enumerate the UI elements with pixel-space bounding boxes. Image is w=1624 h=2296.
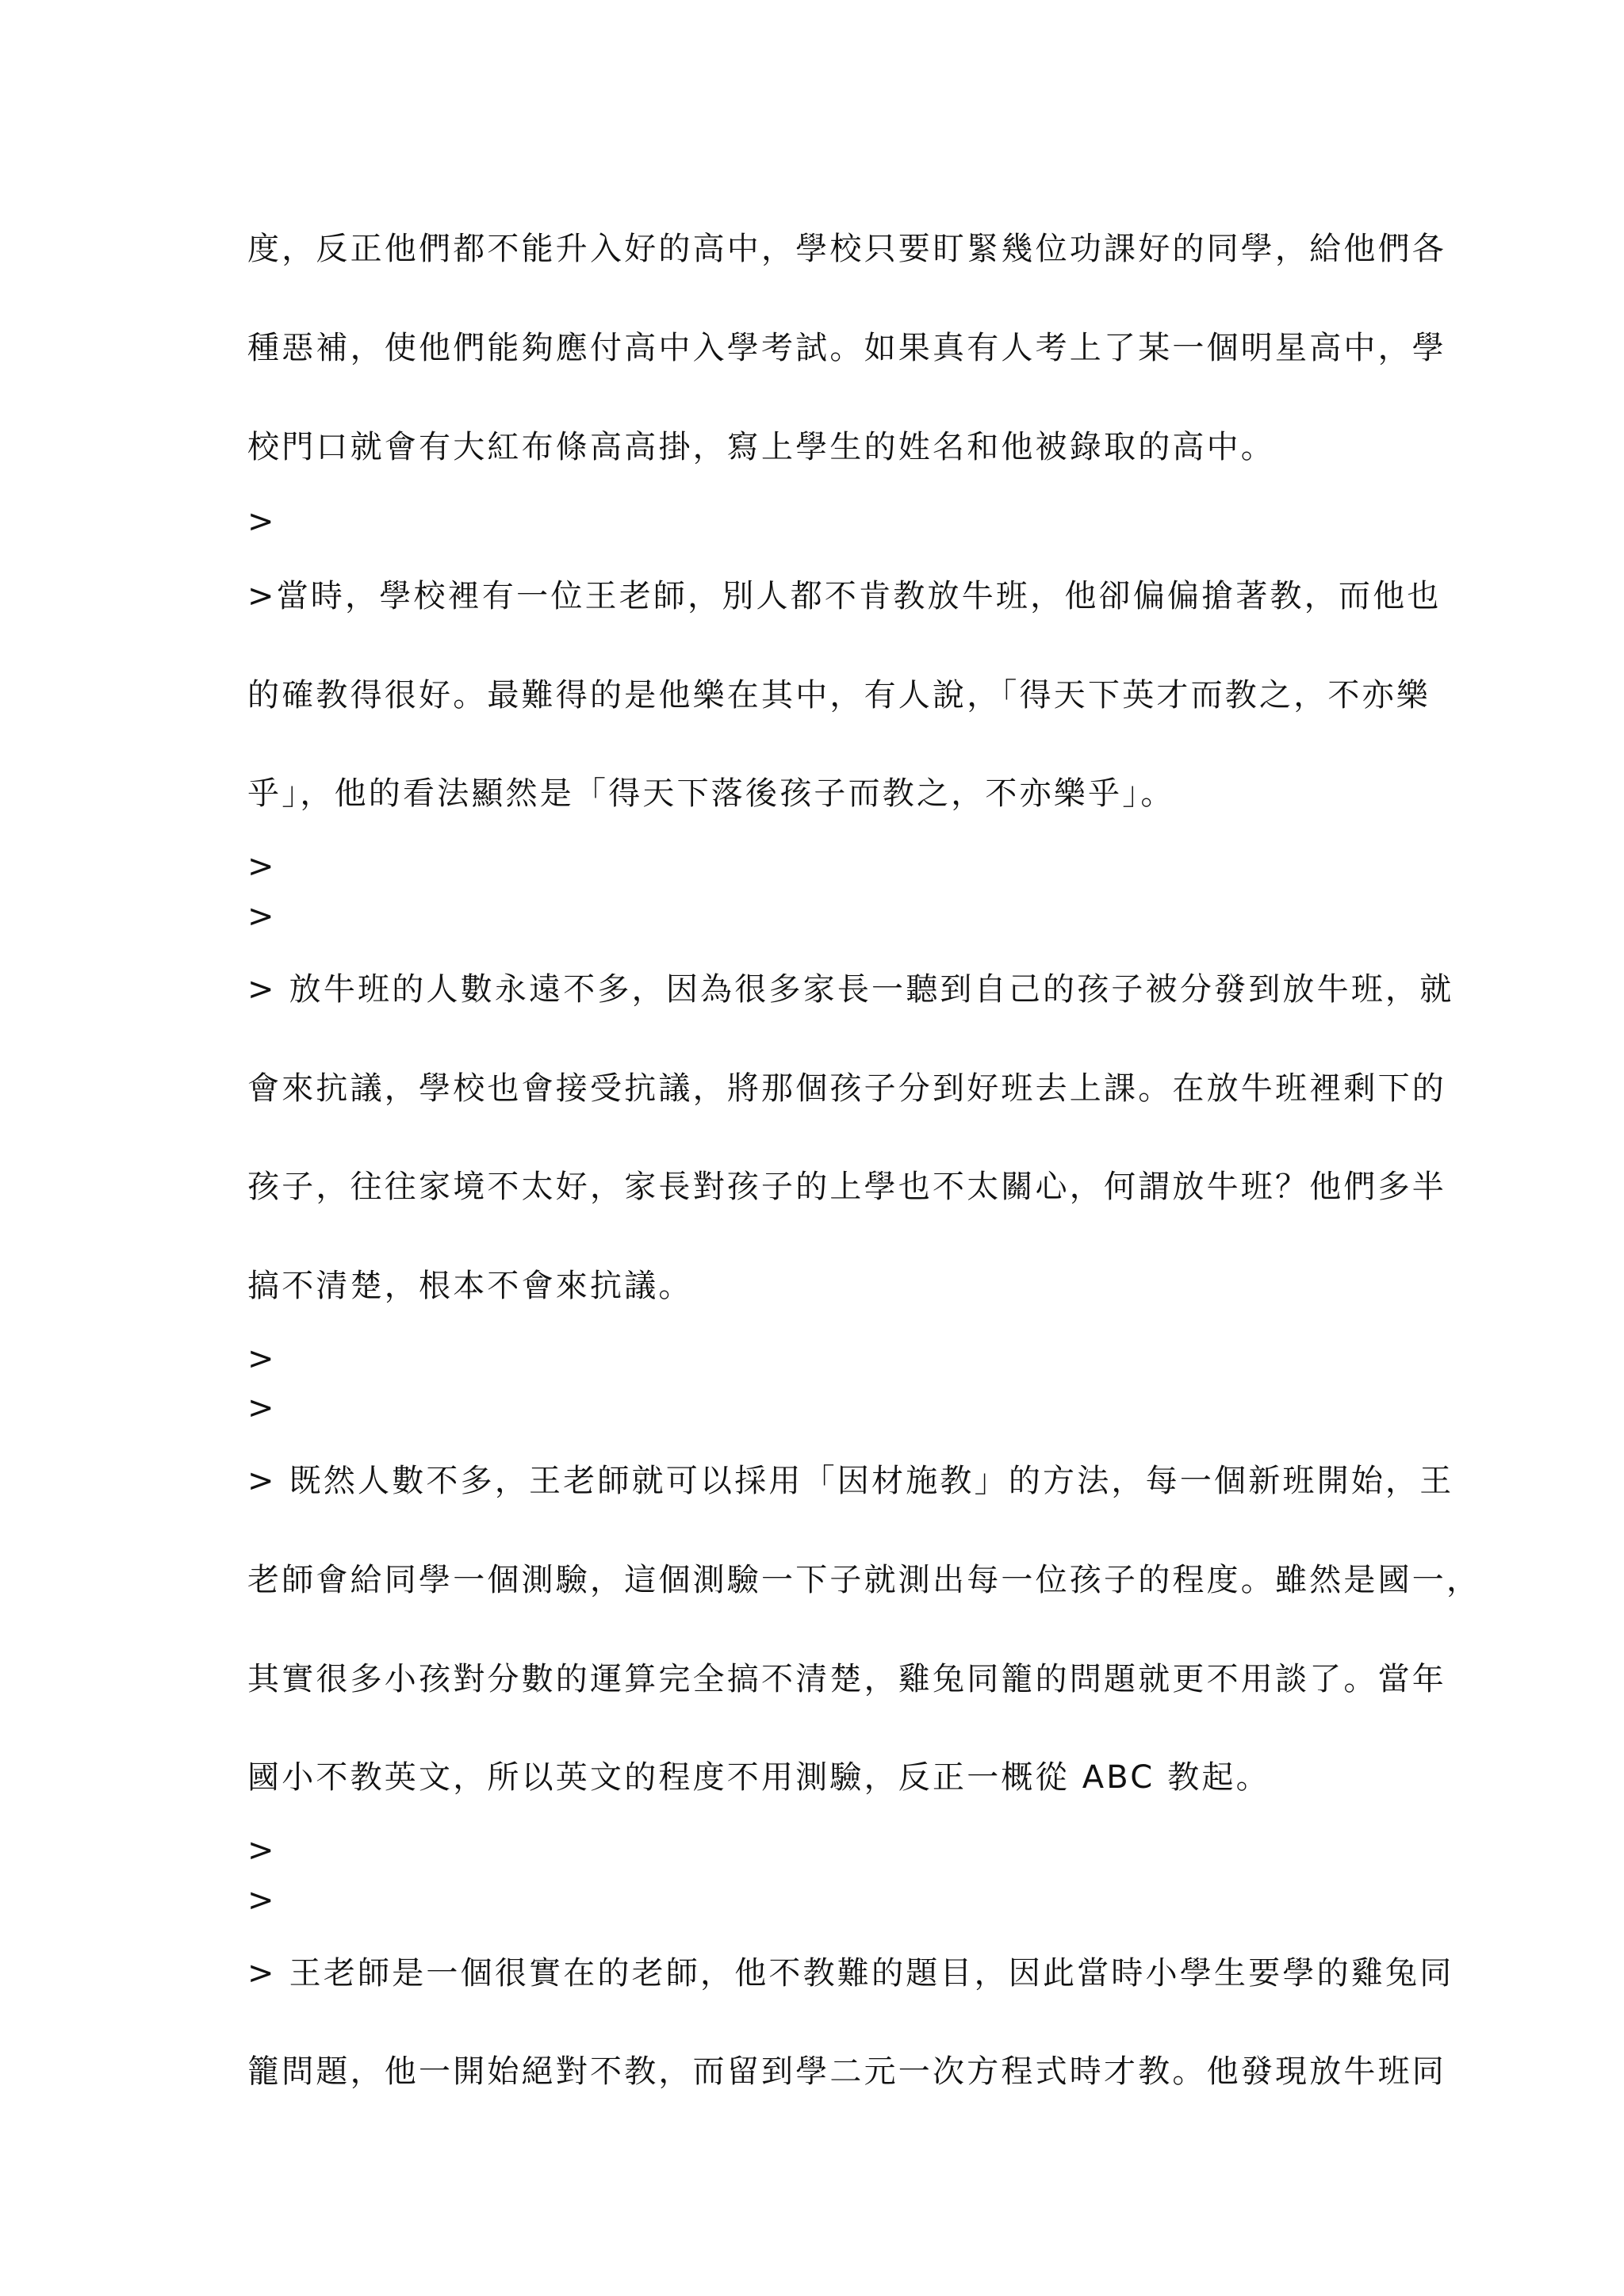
text-line: 種惡補，使他們能夠應付高中入學考試。如果真有人考上了某一個明星高中，學 [247,330,1446,366]
quote-marker: > [247,1390,274,1426]
text-line: 搞不清楚，根本不會來抗議。 [247,1268,693,1304]
quote-marker: > [247,1341,274,1377]
text-line: 會來抗議，學校也會接受抗議，將那個孩子分到好班去上課。在放牛班裡剩下的 [247,1070,1446,1107]
text-line: 其實很多小孩對分數的運算完全搞不清楚，雞兔同籠的問題就更不用談了。當年 [247,1661,1446,1697]
text-line: >當時，學校裡有一位王老師，別人都不肯教放牛班，他卻偏偏搶著教，而他也 [247,578,1442,614]
text-line: > 王老師是一個很實在的老師，他不教難的題目，因此當時小學生要學的雞兔同 [247,1955,1454,1992]
text-line: 的確教得很好。最難得的是他樂在其中，有人說，「得天下英才而教之，不亦樂 [247,677,1431,714]
quote-marker: > [247,1832,274,1869]
quote-marker: > [247,898,274,935]
text-line: 籠問題，他一開始絕對不教，而留到學二元一次方程式時才教。他發現放牛班同 [247,2053,1446,2090]
text-line: 校門口就會有大紅布條高高掛，寫上學生的姓名和他被錄取的高中。 [247,429,1275,465]
text-line: 孩子，往往家境不太好，家長對孩子的上學也不太關心，何謂放牛班？他們多半 [247,1169,1446,1205]
quote-marker: > [247,503,274,540]
text-line: 老師會給同學一個測驗，這個測驗一下子就測出每一位孩子的程度。雖然是國一， [247,1562,1481,1598]
text-line: 國小不教英文，所以英文的程度不用測驗，反正一概從 ABC 教起。 [247,1759,1270,1796]
quote-marker: > [247,1882,274,1919]
text-line: > 既然人數不多，王老師就可以採用「因材施教」的方法，每一個新班開始，王 [247,1463,1454,1499]
text-line: 度，反正他們都不能升入好的高中，學校只要盯緊幾位功課好的同學，給他們各 [247,231,1446,267]
text-line: 乎」，他的看法顯然是「得天下落後孩子而教之，不亦樂乎」。 [247,775,1175,812]
quote-marker: > [247,848,274,885]
text-line: > 放牛班的人數永遠不多，因為很多家長一聽到自己的孩子被分發到放牛班，就 [247,971,1454,1008]
